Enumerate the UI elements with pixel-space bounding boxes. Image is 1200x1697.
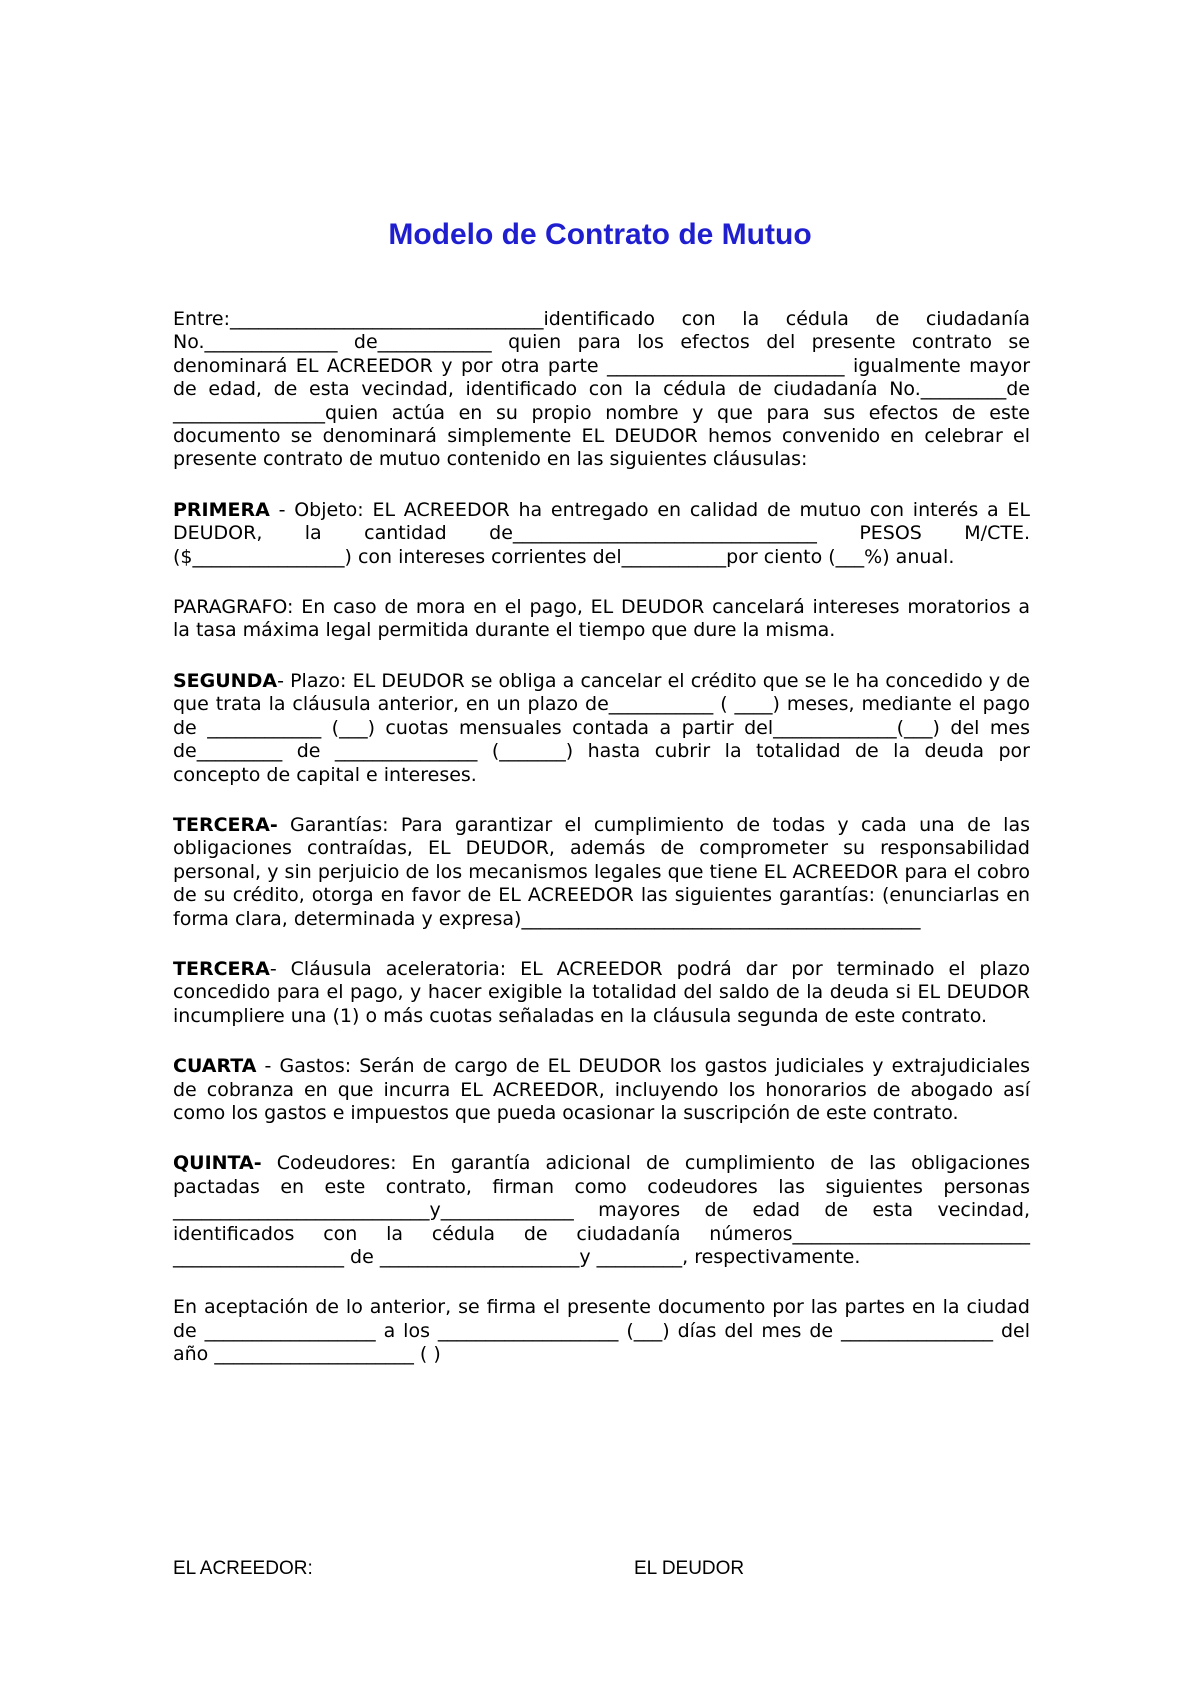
clause-segunda [173,670,1030,787]
clause-text: PARAGRAFO: En caso de mora en el pago, EL DEUDOR cancelará intereses moratorios a la tasa máxima legal permitida durante el tiempo que dure la misma. [173,596,1030,642]
clause-text: - Objeto: EL ACREEDOR ha entregado en calidad de mutuo con interés a EL DEUDOR, la cantidad de________________________________ PESOS M/CTE. ($________________) con intereses corrientes del___________por ciento (___%) anual. [173,498,1030,568]
clause-paragrafo [173,596,1030,643]
document-title: Modelo de Contrato de Mutuo [388,218,812,251]
clause-text: Garantías: Para garantizar el cumplimiento de todas y cada una de las obligaciones contraídas, EL DEUDOR, además de comprometer su responsabilidad personal, y sin perjuicio de los mecanismos legales que tiene EL ACREEDOR para el cobro de su crédito, otorga en favor de EL ACREEDOR las siguientes garantías: (enunciarlas en forma clara, determinada y expresa)__________________________________________ [173,813,1030,930]
closing-paragraph: En aceptación de lo anterior, se firma el presente documento por las partes en la ciudad de __________________ a los ___________________ (___) días del mes de ________________ del año _____________________ ( ) [173,1296,1030,1366]
signature-block [173,1558,1030,1580]
clause-tercera-garantias [173,814,1030,931]
contract-body [173,308,1030,1394]
clause-cuarta [173,1055,1030,1125]
clause-quinta [173,1152,1030,1269]
signature-acreedor-label: EL ACREEDOR: [173,1558,313,1579]
intro-paragraph: Entre:_________________________________identificado con la cédula de ciudadanía No.______________ de____________ quien para los efectos del presente contrato se denominará EL ACREEDOR y por otra parte _________________________ igualmente mayor de edad, de esta vecindad, identificado con la cédula de ciudadanía No._________de ________________quien actúa en su propio nombre y que para sus efectos de este documento se denominará simplemente EL DEUDOR hemos convenido en celebrar el presente contrato de mutuo contenido en las siguientes cláusulas: [173,308,1030,471]
clause-tercera-aceleratoria [173,958,1030,1028]
clause-text: - Gastos: Serán de cargo de EL DEUDOR los gastos judiciales y extrajudiciales de cobranza en que incurra EL ACREEDOR, incluyendo los honorarios de abogado así como los gastos e impuestos que pueda ocasionar la suscripción de este contrato. [173,1055,1030,1124]
clause-heading: QUINTA- [173,1152,262,1175]
clause-heading: PRIMERA [173,498,270,521]
clause-text: Codeudores: En garantía adicional de cumplimiento de las obligaciones pactadas en este contrato, firman como codeudores las siguientes personas ___________________________y______________ mayores de edad de esta vecindad, identificados con la cédula de ciudadanía números_________________________ __________________ de _____________________y _________, respectivamente. [173,1152,1030,1268]
clause-heading: TERCERA- [173,813,278,836]
clause-text: - Plazo: EL DEUDOR se obliga a cancelar el crédito que se le ha concedido y de que trata la cláusula anterior, en un plazo de___________ ( ____) meses, mediante el pago de ____________ (___) cuotas mensuales contada a partir del_____________(___) del mes de_________ de _______________ (_______) hasta cubrir la totalidad de la deuda por concepto de capital e intereses. [173,669,1030,786]
clause-heading: CUARTA [173,1055,257,1078]
clause-heading: TERCERA [173,957,270,980]
signature-deudor-label: EL DEUDOR [634,1558,745,1579]
clause-heading: SEGUNDA [173,669,278,692]
clause-primera [173,499,1030,569]
clause-text: - Cláusula aceleratoria: EL ACREEDOR podrá dar por terminado el plazo concedido para el pago, y hacer exigible la totalidad del saldo de la deuda si EL DEUDOR incumpliere una (1) o más cuotas señaladas en la cláusula segunda de este contrato. [173,957,1030,1027]
